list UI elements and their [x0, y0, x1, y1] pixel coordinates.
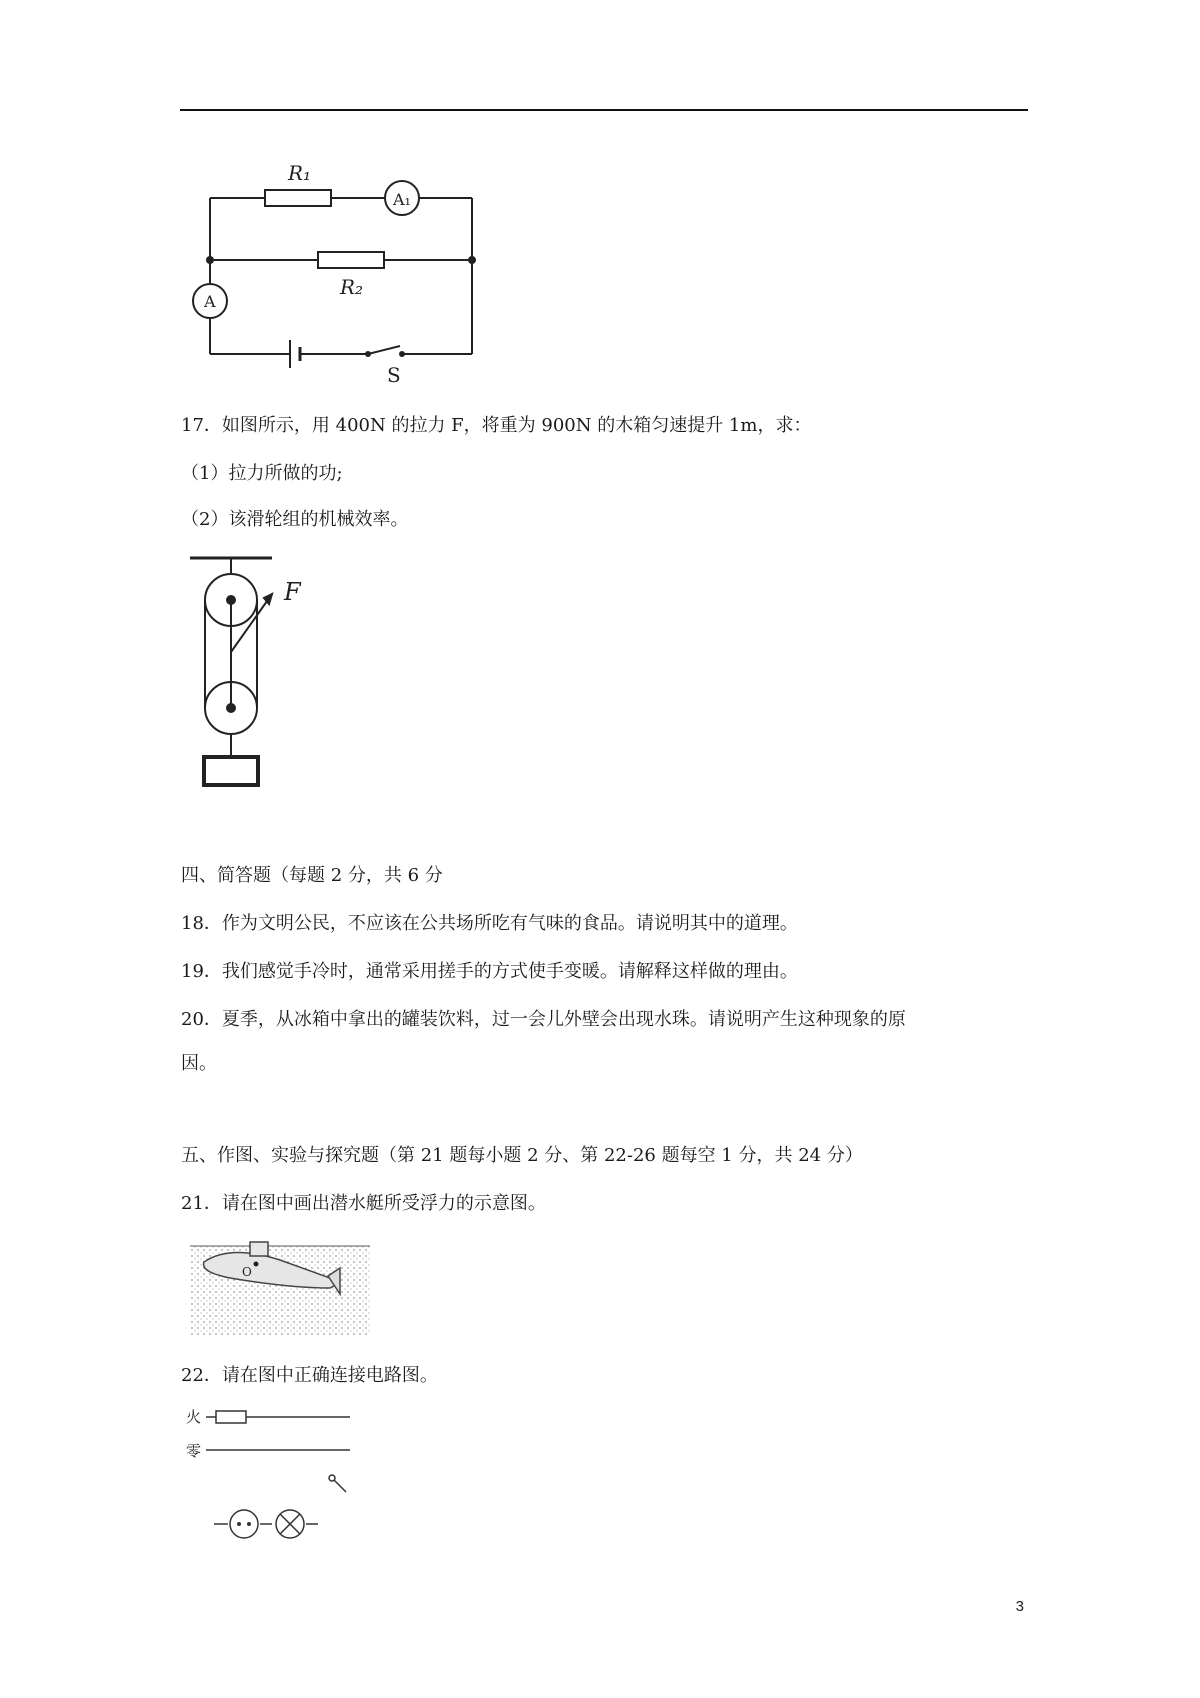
switch-label: S [387, 363, 401, 387]
submarine-diagram [190, 1230, 370, 1336]
wooden-box [204, 757, 258, 785]
question-20-line-2: 因。 [181, 1053, 217, 1074]
header-rule [180, 109, 1028, 111]
question-18: 18．作为文明公民，不应该在公共场所吃有气味的食品。请说明其中的道理。 [181, 913, 798, 934]
submarine-tower [250, 1242, 268, 1256]
household-wiring-diagram [180, 1406, 360, 1546]
section-4-heading: 四、简答题（每题 2 分，共 6 分 [181, 865, 443, 886]
question-21: 21．请在图中画出潜水艇所受浮力的示意图。 [181, 1193, 546, 1214]
switch-icon [368, 346, 400, 354]
force-f-label: F [284, 578, 301, 606]
question-19: 19．我们感觉手冷时，通常采用搓手的方式使手变暖。请解释这样做的理由。 [181, 961, 798, 982]
fuse-icon [216, 1411, 246, 1423]
page-number: 3 [1015, 1598, 1024, 1615]
r2-label: R₂ [340, 275, 364, 299]
section-5-heading: 五、作图、实验与探究题（第 21 题每小题 2 分、第 22-26 题每空 1 分，共 24 分） [181, 1145, 863, 1166]
point-o-label: O [242, 1265, 252, 1279]
question-17-part-2: （2）该滑轮组的机械效率。 [181, 509, 409, 530]
r2-resistor [318, 252, 384, 268]
question-20-line-1: 20．夏季，从冰箱中拿出的罐装饮料，过一会儿外壁会出现水珠。请说明产生这种现象的原 [181, 1009, 906, 1030]
ammeter-a1-label: A₁ [393, 190, 411, 209]
r1-resistor [265, 190, 331, 206]
question-22: 22．请在图中正确连接电路图。 [181, 1365, 438, 1386]
parallel-circuit-diagram [190, 150, 490, 390]
live-wire-label: 火 [186, 1408, 202, 1426]
pull-rope [231, 594, 272, 652]
neutral-wire-label: 零 [186, 1442, 202, 1460]
socket-icon [230, 1510, 258, 1538]
question-17-part-1: （1）拉力所做的功; [181, 463, 343, 484]
question-17-stem: 17．如图所示，用 400N 的拉力 F，将重为 900N 的木箱匀速提升 1m，求： [181, 415, 812, 436]
r1-label: R₁ [288, 161, 312, 185]
ammeter-main-label: A [204, 292, 216, 311]
pulley-system-diagram [190, 552, 340, 792]
